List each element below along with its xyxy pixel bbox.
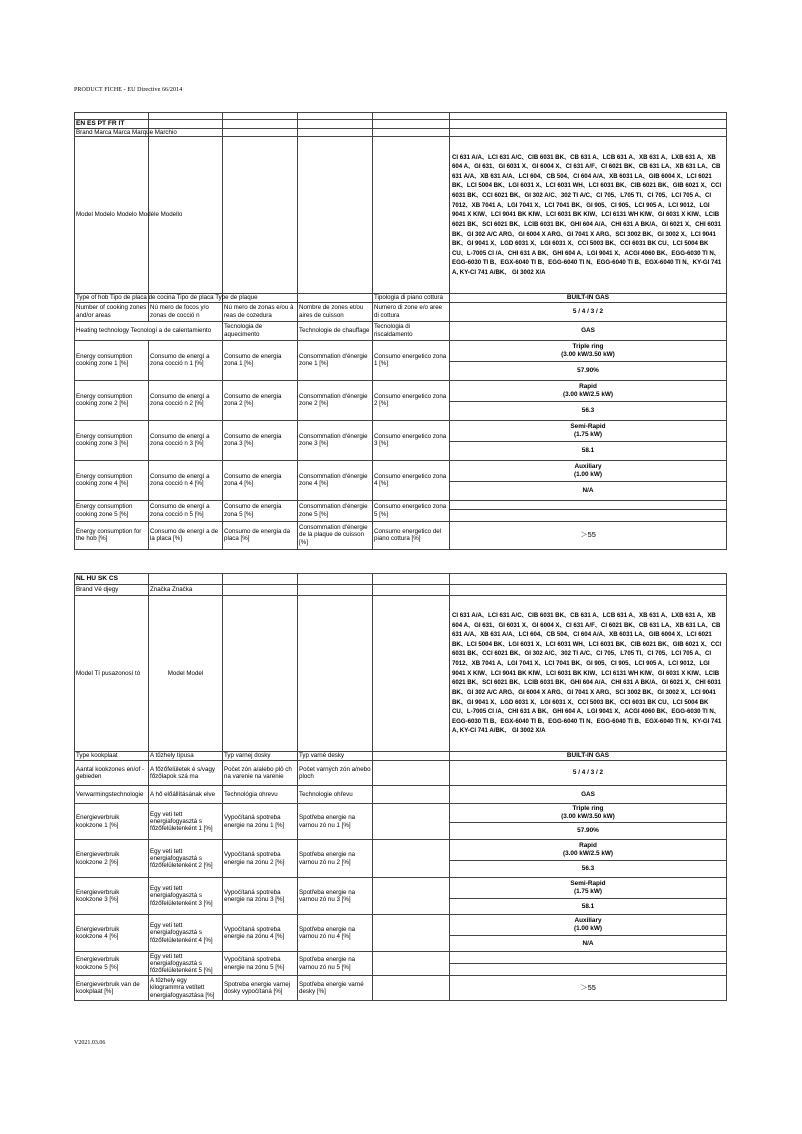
table-row	[75, 574, 727, 585]
hob-type-label-it: Tipologia di piano cottura	[373, 294, 450, 303]
zone4-label-nl: Energieverbruik kookzone 4 [%]	[75, 915, 149, 952]
zone3-value: 58.1	[450, 441, 727, 460]
table-row	[75, 113, 727, 120]
table-row	[75, 804, 727, 823]
zone3-label-fr: Consommation d'énergie zone 3 [%]	[298, 420, 373, 460]
zone1-label-es: Consumo de energí a zona cocció n 1 [%]	[149, 340, 223, 380]
zone4-power: Auxiliary (1.00 kW)	[450, 915, 727, 936]
table-row	[75, 952, 727, 964]
model-list: CI 631 A/A、LCI 631 A/C、CIB 6031 BK、CB 631 A、LCB 631 A、XB 631 A、LXB 631 A、XB 604 A、GI 631、GI 6031 X、GI 6004 X、CI 631 A/F、CI 6021 BK、CB 631 LA、XB 631 LA、CB 631 A/A、XB 631 A/A、LCI 604、CB 504、CI 604 A/A、XB 6031 LA、GIB 6004 X、LCI 6021 BK、LCI 5004 BK、LGI 6031 X、LCI 6031 WH、LCI 6031 BK、CIB 6021 BK、GIB 6021 X、CCI 6031 BK、CCI 6021 BK、GI 302 A/C、302 TI A/C、CI 705、L705 TI、CI 705、LCI 705 A、CI 7012、XB 7041 A、LGI 7041 X、LCI 7041 BK、GI 905、CI 905、LCI 905 A、LCI 9012、LGI 9041 X KIW、LCI 9041 BK KIW、LCI 6031 BK KIW、LCI 6131 WH KIW、GI 6031 X KIW、LCIB 6021 BK、SCI 6021 BK、LCIB 6031 BK、GHI 604 A/A、CHI 631 A BK/A、GI 6021 X、CHI 6031 BK、GI 302 A/C ARG、GI 6004 X ARG、GI 7041 X ARG、SCI 3002 BK、GI 3002 X、LCI 9041 BK、GI 9041 X、LGD 6031 X、LGI 6031 X、CCI 5003 BK、CCI 6031 BK CU、LCI 5004 BK CU、L-7005 CI /A、CHI 631 A BK、GHI 604 A、LGI 9041 X、ACGI 4060 BK、EGG-6030 TI N、EGG-6030 TI B、EGX-6040 TI B、EGG-6040 TI N、EGG-6040 TI B、EGX-6040 TI N、KY-GI 741 A, KY-CI 741 A/BK、 GI 3002 X/A	[450, 596, 727, 752]
product-fiche-table-en	[74, 112, 727, 550]
technology-value: GAS	[450, 786, 727, 804]
hob-type-label-hu: A tűzhely típusa	[149, 752, 223, 761]
zone4-label-pt: Consumo de energia zona 4 [%]	[223, 460, 298, 500]
zone2-label-nl: Energieverbruik kookzone 2 [%]	[75, 840, 149, 878]
technology-value: GAS	[450, 321, 727, 340]
zones-label-fr: Nombre de zones et/ou aires de cuisson	[298, 302, 373, 321]
table-row	[75, 120, 727, 129]
zone4-label-en: Energy consumption cooking zone 4 [%]	[75, 460, 149, 500]
zone5-label-pt: Consumo de energia zona 5 [%]	[223, 500, 298, 521]
zone2-value: 56.3	[450, 861, 727, 878]
table-row	[75, 521, 727, 549]
zone4-label-it: Consumo energetico zona 4 [%]	[373, 460, 450, 500]
hob-label-hu: A tűzhely egy kilogrammra vetített energiafogyasztása [%]	[149, 976, 223, 1001]
zone1-label-hu: Egy veti tett energiafogyasztá s főzőfelületenként 1 [%]	[149, 804, 223, 840]
table-row	[75, 460, 727, 481]
zone5-label-es: Consumo de energí a zona cocció n 5 [%]	[149, 500, 223, 521]
zone1-label-nl: Energieverbruik kookzone 1 [%]	[75, 804, 149, 840]
technology-label-it: Tecnologia di riscaldamento	[373, 321, 450, 340]
zone3-power: Semi-Rapid (1.75 kW)	[450, 878, 727, 899]
zone2-power: Rapid (3.00 kW/2.5 kW)	[450, 380, 727, 401]
zone3-label-pt: Consumo de energia zona 3 [%]	[223, 420, 298, 460]
technology-label-en-es: Heating technology Tecnologí a de calentamiento	[75, 321, 223, 340]
zone4-power: Auxiliary (1.00 kW)	[450, 460, 727, 481]
zone5-label-cs: Spotřeba energie na varnou zó nu 5 [%]	[298, 952, 373, 976]
model-label: Model Tí pusazonosí tó	[75, 596, 149, 752]
zone1-label-en: Energy consumption cooking zone 1 [%]	[75, 340, 149, 380]
zone5-label-nl: Energieverbruik kookzone 5 [%]	[75, 952, 149, 976]
zone3-label-nl: Energieverbruik kookzone 3 [%]	[75, 878, 149, 915]
table-row	[75, 294, 727, 303]
hob-type-label: Type of hob Tipo de placa de cocina Tipo de placa Type de plaque	[76, 294, 258, 302]
zones-value: 5 / 4 / 3 / 2	[450, 761, 727, 786]
table-row	[75, 340, 727, 361]
hob-type-value: BUILT-IN GAS	[450, 294, 727, 303]
table-row	[75, 420, 727, 441]
hob-label-en: Energy consumption for the hob [%]	[75, 521, 149, 549]
zone1-label-it: Consumo energetico zona 1 [%]	[373, 340, 450, 380]
hob-value: ＞55	[450, 521, 727, 549]
zone3-value: 58.1	[450, 899, 727, 915]
zones-label-cs: Počet varných zón a/nebo ploch	[298, 761, 373, 786]
model-label-sk-cs: Model Model	[149, 596, 223, 752]
zone3-label-es: Consumo de energí a zona cocció n 3 [%]	[149, 420, 223, 460]
zone3-label-cs: Spotřeba energie na varnou zó nu 3 [%]	[298, 878, 373, 915]
zones-label-es: Nú mero de focos y/o zonas de cocció n	[149, 302, 223, 321]
zone3-power: Semi-Rapid (1.75 kW)	[450, 420, 727, 441]
brand-label-sk-cs: Značka Značka	[149, 585, 223, 596]
hob-type-label-sk: Typ varnej dosky	[223, 752, 298, 761]
table-row	[75, 915, 727, 936]
table-row	[75, 786, 727, 804]
zone1-label-fr: Consommation d'énergie zone 1 [%]	[298, 340, 373, 380]
zone1-label-pt: Consumo de energia zona 1 [%]	[223, 340, 298, 380]
zones-label-it: Numero di zone e/o aree di cottura	[373, 302, 450, 321]
hob-label-es: Consumo de energí a de la placa [%]	[149, 521, 223, 549]
zone3-label-sk: Vypočítaná spotreba energie na zónu 3 [%]	[223, 878, 298, 915]
zone5-label-it: Consumo energetico zona 5 [%]	[373, 500, 450, 521]
technology-label-sk: Technológia ohrevu	[223, 786, 298, 804]
zone5-label-hu: Egy veti tett energiafogyasztá s főzőfelületenként 5 [%]	[149, 952, 223, 976]
zone4-label-sk: Vypočítaná spotreba energie na zónu 4 [%]	[223, 915, 298, 952]
hob-label-sk: Spotreba energie varnej dosky vypočítaná [%]	[223, 976, 298, 1001]
zones-label-pt: Nú mero de zonas e/ou à reas de cozedura	[223, 302, 298, 321]
table-row	[75, 976, 727, 1001]
model-list: CI 631 A/A、LCI 631 A/C、CIB 6031 BK、CB 631 A、LCB 631 A、XB 631 A、LXB 631 A、XB 604 A、GI 631、GI 6031 X、GI 6004 X、CI 631 A/F、CI 6021 BK、CB 631 LA、XB 631 LA、CB 631 A/A、XB 631 A/A、LCI 604、CB 504、CI 604 A/A、XB 6031 LA、GIB 6004 X、LCI 6021 BK、LCI 5004 BK、LGI 6031 X、LCI 6031 WH、LCI 6031 BK、CIB 6021 BK、GIB 6021 X、CCI 6031 BK、CCI 6021 BK、GI 302 A/C、302 TI A/C、CI 705、L705 TI、CI 705、LCI 705 A、CI 7012、XB 7041 A、LGI 7041 X、LCI 7041 BK、GI 905、CI 905、LCI 905 A、LCI 9012、LGI 9041 X KIW、LCI 9041 BK KIW、LCI 6031 BK KIW、LCI 6131 WH KIW、GI 6031 X KIW、LCIB 6021 BK、SCI 6021 BK、LCIB 6031 BK、GHI 604 A/A、CHI 631 A BK/A、GI 6021 X、CHI 6031 BK、GI 302 A/C ARG、GI 6004 X ARG、GI 7041 X ARG、SCI 3002 BK、GI 3002 X、LCI 9041 BK、GI 9041 X、LGD 6031 X、LGI 6031 X、CCI 5003 BK、CCI 6031 BK CU、LCI 5004 BK CU、L-7005 CI /A、CHI 631 A BK、GHI 604 A、LGI 9041 X、ACGI 4060 BK、EGG-6030 TI N、EGG-6030 TI B、EGX-6040 TI B、EGG-6040 TI N、EGG-6040 TI B、EGX-6040 TI N、KY-GI 741 A, KY-CI 741 A/BK、 GI 3002 X/A	[450, 137, 727, 294]
zone2-label-sk: Vypočítaná spotreba energie na zónu 2 [%]	[223, 840, 298, 878]
table-row	[75, 380, 727, 401]
language-codes: NL HU SK CS	[75, 574, 149, 585]
table-row	[75, 585, 727, 596]
zone3-label-en: Energy consumption cooking zone 3 [%]	[75, 420, 149, 460]
zone2-label-hu: Egy veti tett energiafogyasztá s főzőfelületenként 2 [%]	[149, 840, 223, 878]
technology-label-hu: A hő előállításának elve	[149, 786, 223, 804]
zones-label-sk: Počet zón a/alebo plô ch na varenie na varenie	[223, 761, 298, 786]
hob-type-label-cs: Typ varné desky	[298, 752, 373, 761]
language-codes: EN ES PT FR IT	[75, 120, 149, 129]
table-row	[75, 128, 727, 136]
zone2-value: 56.3	[450, 401, 727, 420]
zones-label-hu: A főzőfelületek é s/vagy főzőlapok szá ma	[149, 761, 223, 786]
zone4-value: N/A	[450, 481, 727, 500]
hob-label-pt: Consumo de energia da placa [%]	[223, 521, 298, 549]
zone2-label-cs: Spotřeba energie na varnou zó nu 2 [%]	[298, 840, 373, 878]
zone2-label-fr: Consommation d'énergie zone 2 [%]	[298, 380, 373, 420]
zone5-label-sk: Vypočítaná spotreba energie na zónu 5 [%]	[223, 952, 298, 976]
zone5-label-en: Energy consumption cooking zone 5 [%]	[75, 500, 149, 521]
brand-label: Brand Marca Marca Marque Marchio	[76, 128, 177, 136]
zone2-power: Rapid (3.00 kW/2.5 kW)	[450, 840, 727, 861]
table-row	[75, 752, 727, 761]
document-footer: V2021.03.06	[74, 1040, 106, 1046]
hob-label-nl: Energieverbruik van de kookplaat [%]	[75, 976, 149, 1001]
table-row	[75, 840, 727, 861]
zone4-value: N/A	[450, 936, 727, 952]
technology-label-pt: Tecnologia de aquecimento	[223, 321, 298, 340]
hob-value: ＞55	[450, 976, 727, 1001]
technology-label-cs: Technologie ohřevu	[298, 786, 373, 804]
zone2-label-pt: Consumo de energia zona 2 [%]	[223, 380, 298, 420]
zone2-label-it: Consumo energetico zona 2 [%]	[373, 380, 450, 420]
product-fiche-table-nl	[74, 573, 727, 1001]
table-row	[75, 137, 727, 294]
technology-label-nl: Verwarmingstechnologie	[75, 786, 149, 804]
zone4-label-cs: Spotřeba energie na varnou zó nu 4 [%]	[298, 915, 373, 952]
table-row	[75, 302, 727, 321]
zone4-label-hu: Egy veti tett energiafogyasztá s főzőfelületenként 4 [%]	[149, 915, 223, 952]
zones-value: 5 / 4 / 3 / 2	[450, 302, 727, 321]
hob-type-value: BUILT-IN GAS	[450, 752, 727, 761]
table-row	[75, 761, 727, 786]
hob-label-fr: Consommation d'énergie de la plaque de cuisson [%]	[298, 521, 373, 549]
zone5-label-fr: Consommation d'énergie zone 5 [%]	[298, 500, 373, 521]
zones-label-en: Number of cooking zones and/or areas	[75, 302, 149, 321]
zone3-label-it: Consumo energetico zona 3 [%]	[373, 420, 450, 460]
zones-label-nl: Aantal kookzones en/of -gebieden	[75, 761, 149, 786]
table-row	[75, 878, 727, 899]
model-label: Model Modelo Modelo Modèle Modello	[75, 137, 149, 294]
zone1-value: 57.90%	[450, 361, 727, 380]
hob-type-label-nl: Type kookplaat	[75, 752, 149, 761]
zone4-label-fr: Consommation d'énergie zone 4 [%]	[298, 460, 373, 500]
table-row	[75, 596, 727, 752]
zone1-power: Triple ring (3.00 kW/3.50 kW)	[450, 804, 727, 823]
zone1-label-cs: Spotřeba energie na varnou zó nu 1 [%]	[298, 804, 373, 840]
zone2-label-es: Consumo de energí a zona cocció n 2 [%]	[149, 380, 223, 420]
hob-label-cs: Spotřeba energie varné desky [%]	[298, 976, 373, 1001]
zone1-power: Triple ring (3.00 kW/3.50 kW)	[450, 340, 727, 361]
document-header: PRODUCT FICHE - EU Directive 66/2014	[74, 87, 183, 93]
zone1-label-sk: Vypočítaná spotreba energie na zónu 1 [%]	[223, 804, 298, 840]
table-row	[75, 321, 727, 340]
zone3-label-hu: Egy veti tett energiafogyasztá s főzőfelületenként 3 [%]	[149, 878, 223, 915]
technology-label-fr: Technologie de chauffage	[298, 321, 373, 340]
zone1-value: 57.90%	[450, 823, 727, 840]
zone2-label-en: Energy consumption cooking zone 2 [%]	[75, 380, 149, 420]
brand-label: Brand Vé djegy	[75, 585, 149, 596]
zone4-label-es: Consumo de energí a zona cocció n 4 [%]	[149, 460, 223, 500]
table-row	[75, 500, 727, 509]
hob-label-it: Consumo energetico del piano cottura [%]	[373, 521, 450, 549]
